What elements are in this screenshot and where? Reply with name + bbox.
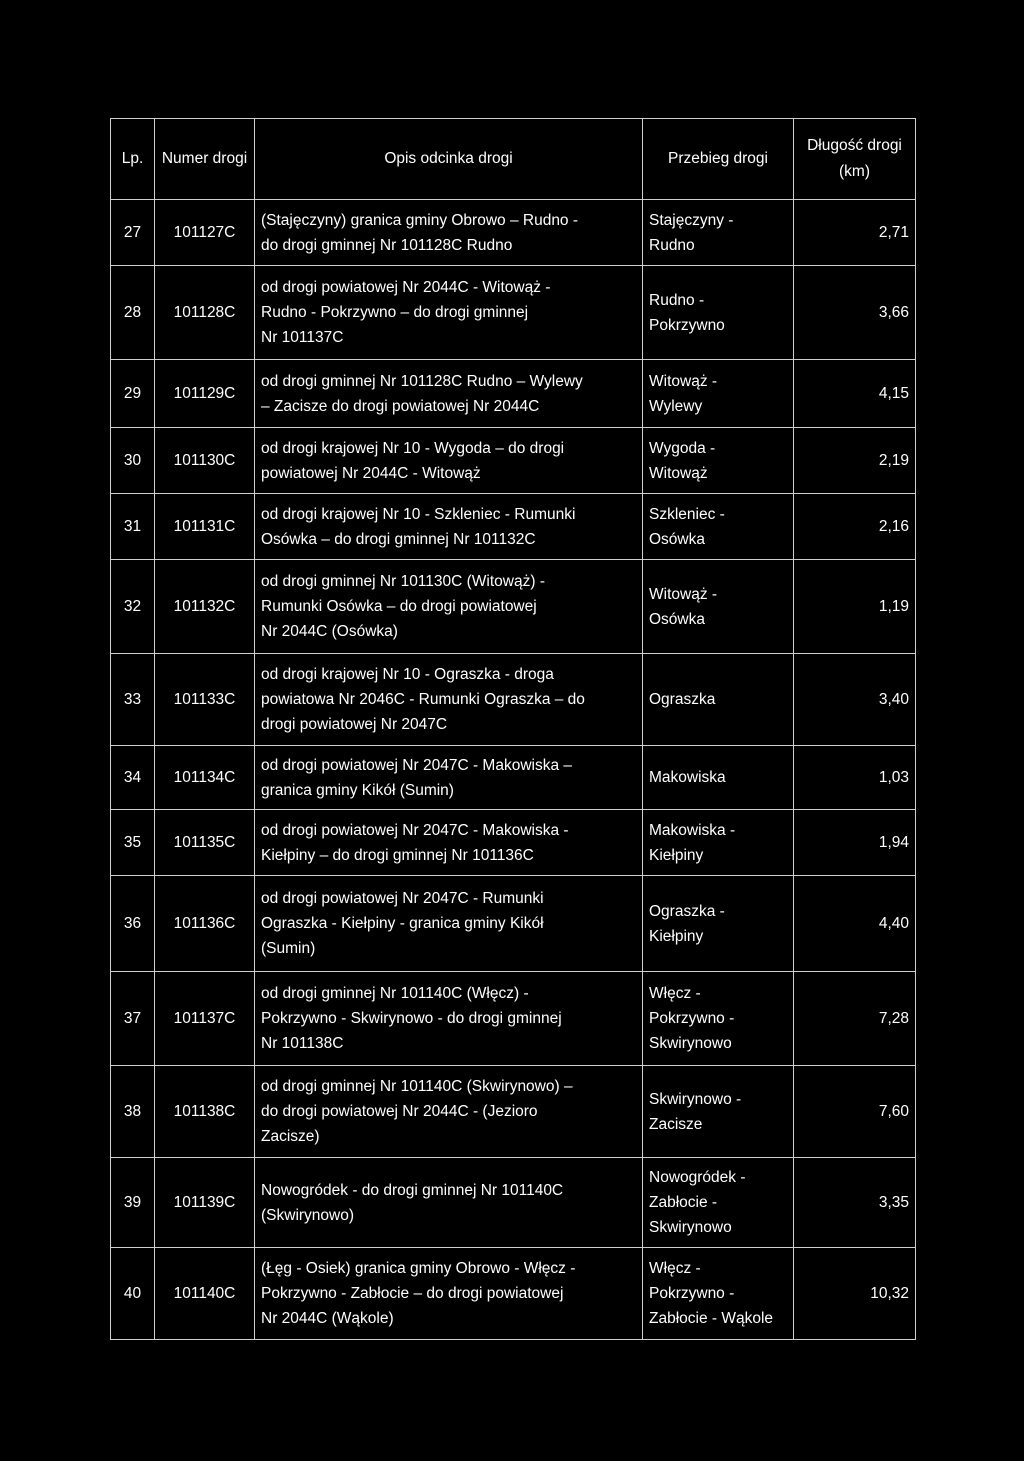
road-length-km: 10,32 — [794, 1248, 916, 1340]
row-lp: 39 — [111, 1158, 155, 1248]
road-route: Witowąż - Wylewy — [643, 360, 794, 428]
road-route: Wygoda - Witowąż — [643, 428, 794, 494]
road-number: 101134C — [155, 746, 255, 810]
road-route: Makowiska — [643, 746, 794, 810]
road-number: 101136C — [155, 876, 255, 972]
road-number: 101140C — [155, 1248, 255, 1340]
section-description: od drogi gminnej Nr 101140C (Włęcz) - Pokrzywno - Skwirynowo - do drogi gminnej Nr 101138C — [255, 972, 643, 1066]
table-row — [111, 360, 916, 428]
road-number: 101138C — [155, 1066, 255, 1158]
header-lp: Lp. — [111, 119, 155, 200]
table-row — [111, 1066, 916, 1158]
table-header-row — [111, 119, 916, 200]
road-route: Ograszka - Kiełpiny — [643, 876, 794, 972]
table-row — [111, 972, 916, 1066]
road-number: 101130C — [155, 428, 255, 494]
road-route: Stajęczyny - Rudno — [643, 200, 794, 266]
table-row — [111, 654, 916, 746]
road-route: Rudno - Pokrzywno — [643, 266, 794, 360]
row-lp: 28 — [111, 266, 155, 360]
table-row — [111, 810, 916, 876]
road-route: Nowogródek - Zabłocie - Skwirynowo — [643, 1158, 794, 1248]
road-route: Szkleniec - Osówka — [643, 494, 794, 560]
row-lp: 33 — [111, 654, 155, 746]
section-description: od drogi krajowej Nr 10 - Wygoda – do drogi powiatowej Nr 2044C - Witowąż — [255, 428, 643, 494]
row-lp: 38 — [111, 1066, 155, 1158]
road-length-km: 3,66 — [794, 266, 916, 360]
section-description: od drogi gminnej Nr 101140C (Skwirynowo) – do drogi powiatowej Nr 2044C - (Jezioro Zacisze) — [255, 1066, 643, 1158]
table-row — [111, 1158, 916, 1248]
table-row — [111, 266, 916, 360]
road-length-km: 2,16 — [794, 494, 916, 560]
table-row — [111, 746, 916, 810]
section-description: (Łęg - Osiek) granica gminy Obrowo - Włęcz - Pokrzywno - Zabłocie – do drogi powiatowej Nr 2044C (Wąkole) — [255, 1248, 643, 1340]
section-description: od drogi gminnej Nr 101128C Rudno – Wylewy – Zacisze do drogi powiatowej Nr 2044C — [255, 360, 643, 428]
row-lp: 40 — [111, 1248, 155, 1340]
table-row — [111, 200, 916, 266]
road-route: Ograszka — [643, 654, 794, 746]
road-length-km: 7,60 — [794, 1066, 916, 1158]
section-description: od drogi powiatowej Nr 2047C - Makowiska - Kiełpiny – do drogi gminnej Nr 101136C — [255, 810, 643, 876]
section-description: od drogi powiatowej Nr 2047C - Rumunki Ograszka - Kiełpiny - granica gminy Kikół (Sumin) — [255, 876, 643, 972]
road-length-km: 1,03 — [794, 746, 916, 810]
road-route: Witowąż - Osówka — [643, 560, 794, 654]
table-body — [111, 200, 916, 1340]
row-lp: 27 — [111, 200, 155, 266]
road-length-km: 2,19 — [794, 428, 916, 494]
header-section-description: Opis odcinka drogi — [255, 119, 643, 200]
road-number: 101135C — [155, 810, 255, 876]
section-description: od drogi krajowej Nr 10 - Szkleniec - Rumunki Osówka – do drogi gminnej Nr 101132C — [255, 494, 643, 560]
section-description: od drogi powiatowej Nr 2047C - Makowiska – granica gminy Kikół (Sumin) — [255, 746, 643, 810]
road-length-km: 1,94 — [794, 810, 916, 876]
table-row — [111, 1248, 916, 1340]
road-number: 101129C — [155, 360, 255, 428]
road-length-km: 4,40 — [794, 876, 916, 972]
section-description: Nowogródek - do drogi gminnej Nr 101140C (Skwirynowo) — [255, 1158, 643, 1248]
row-lp: 36 — [111, 876, 155, 972]
road-number: 101127C — [155, 200, 255, 266]
row-lp: 37 — [111, 972, 155, 1066]
row-lp: 30 — [111, 428, 155, 494]
table-row — [111, 428, 916, 494]
road-sections-table — [110, 118, 916, 1340]
table-row — [111, 876, 916, 972]
header-road-route: Przebieg drogi — [643, 119, 794, 200]
road-length-km: 3,35 — [794, 1158, 916, 1248]
header-road-length: Długość drogi (km) — [794, 119, 916, 200]
road-route: Skwirynowo - Zacisze — [643, 1066, 794, 1158]
section-description: od drogi powiatowej Nr 2044C - Witowąż - Rudno - Pokrzywno – do drogi gminnej Nr 101137C — [255, 266, 643, 360]
road-number: 101132C — [155, 560, 255, 654]
road-route: Włęcz - Pokrzywno - Zabłocie - Wąkole — [643, 1248, 794, 1340]
row-lp: 35 — [111, 810, 155, 876]
row-lp: 32 — [111, 560, 155, 654]
table-row — [111, 560, 916, 654]
road-number: 101131C — [155, 494, 255, 560]
road-route: Makowiska - Kiełpiny — [643, 810, 794, 876]
row-lp: 34 — [111, 746, 155, 810]
road-length-km: 2,71 — [794, 200, 916, 266]
section-description: (Stajęczyny) granica gminy Obrowo – Rudno - do drogi gminnej Nr 101128C Rudno — [255, 200, 643, 266]
road-length-km: 3,40 — [794, 654, 916, 746]
road-number: 101133C — [155, 654, 255, 746]
road-number: 101128C — [155, 266, 255, 360]
road-route: Włęcz - Pokrzywno - Skwirynowo — [643, 972, 794, 1066]
table-row — [111, 494, 916, 560]
road-length-km: 7,28 — [794, 972, 916, 1066]
road-number: 101137C — [155, 972, 255, 1066]
row-lp: 29 — [111, 360, 155, 428]
section-description: od drogi gminnej Nr 101130C (Witowąż) - Rumunki Osówka – do drogi powiatowej Nr 2044C (Osówka) — [255, 560, 643, 654]
row-lp: 31 — [111, 494, 155, 560]
road-length-km: 4,15 — [794, 360, 916, 428]
road-number: 101139C — [155, 1158, 255, 1248]
road-length-km: 1,19 — [794, 560, 916, 654]
section-description: od drogi krajowej Nr 10 - Ograszka - droga powiatowa Nr 2046C - Rumunki Ograszka – do drogi powiatowej Nr 2047C — [255, 654, 643, 746]
header-road-number: Numer drogi — [155, 119, 255, 200]
